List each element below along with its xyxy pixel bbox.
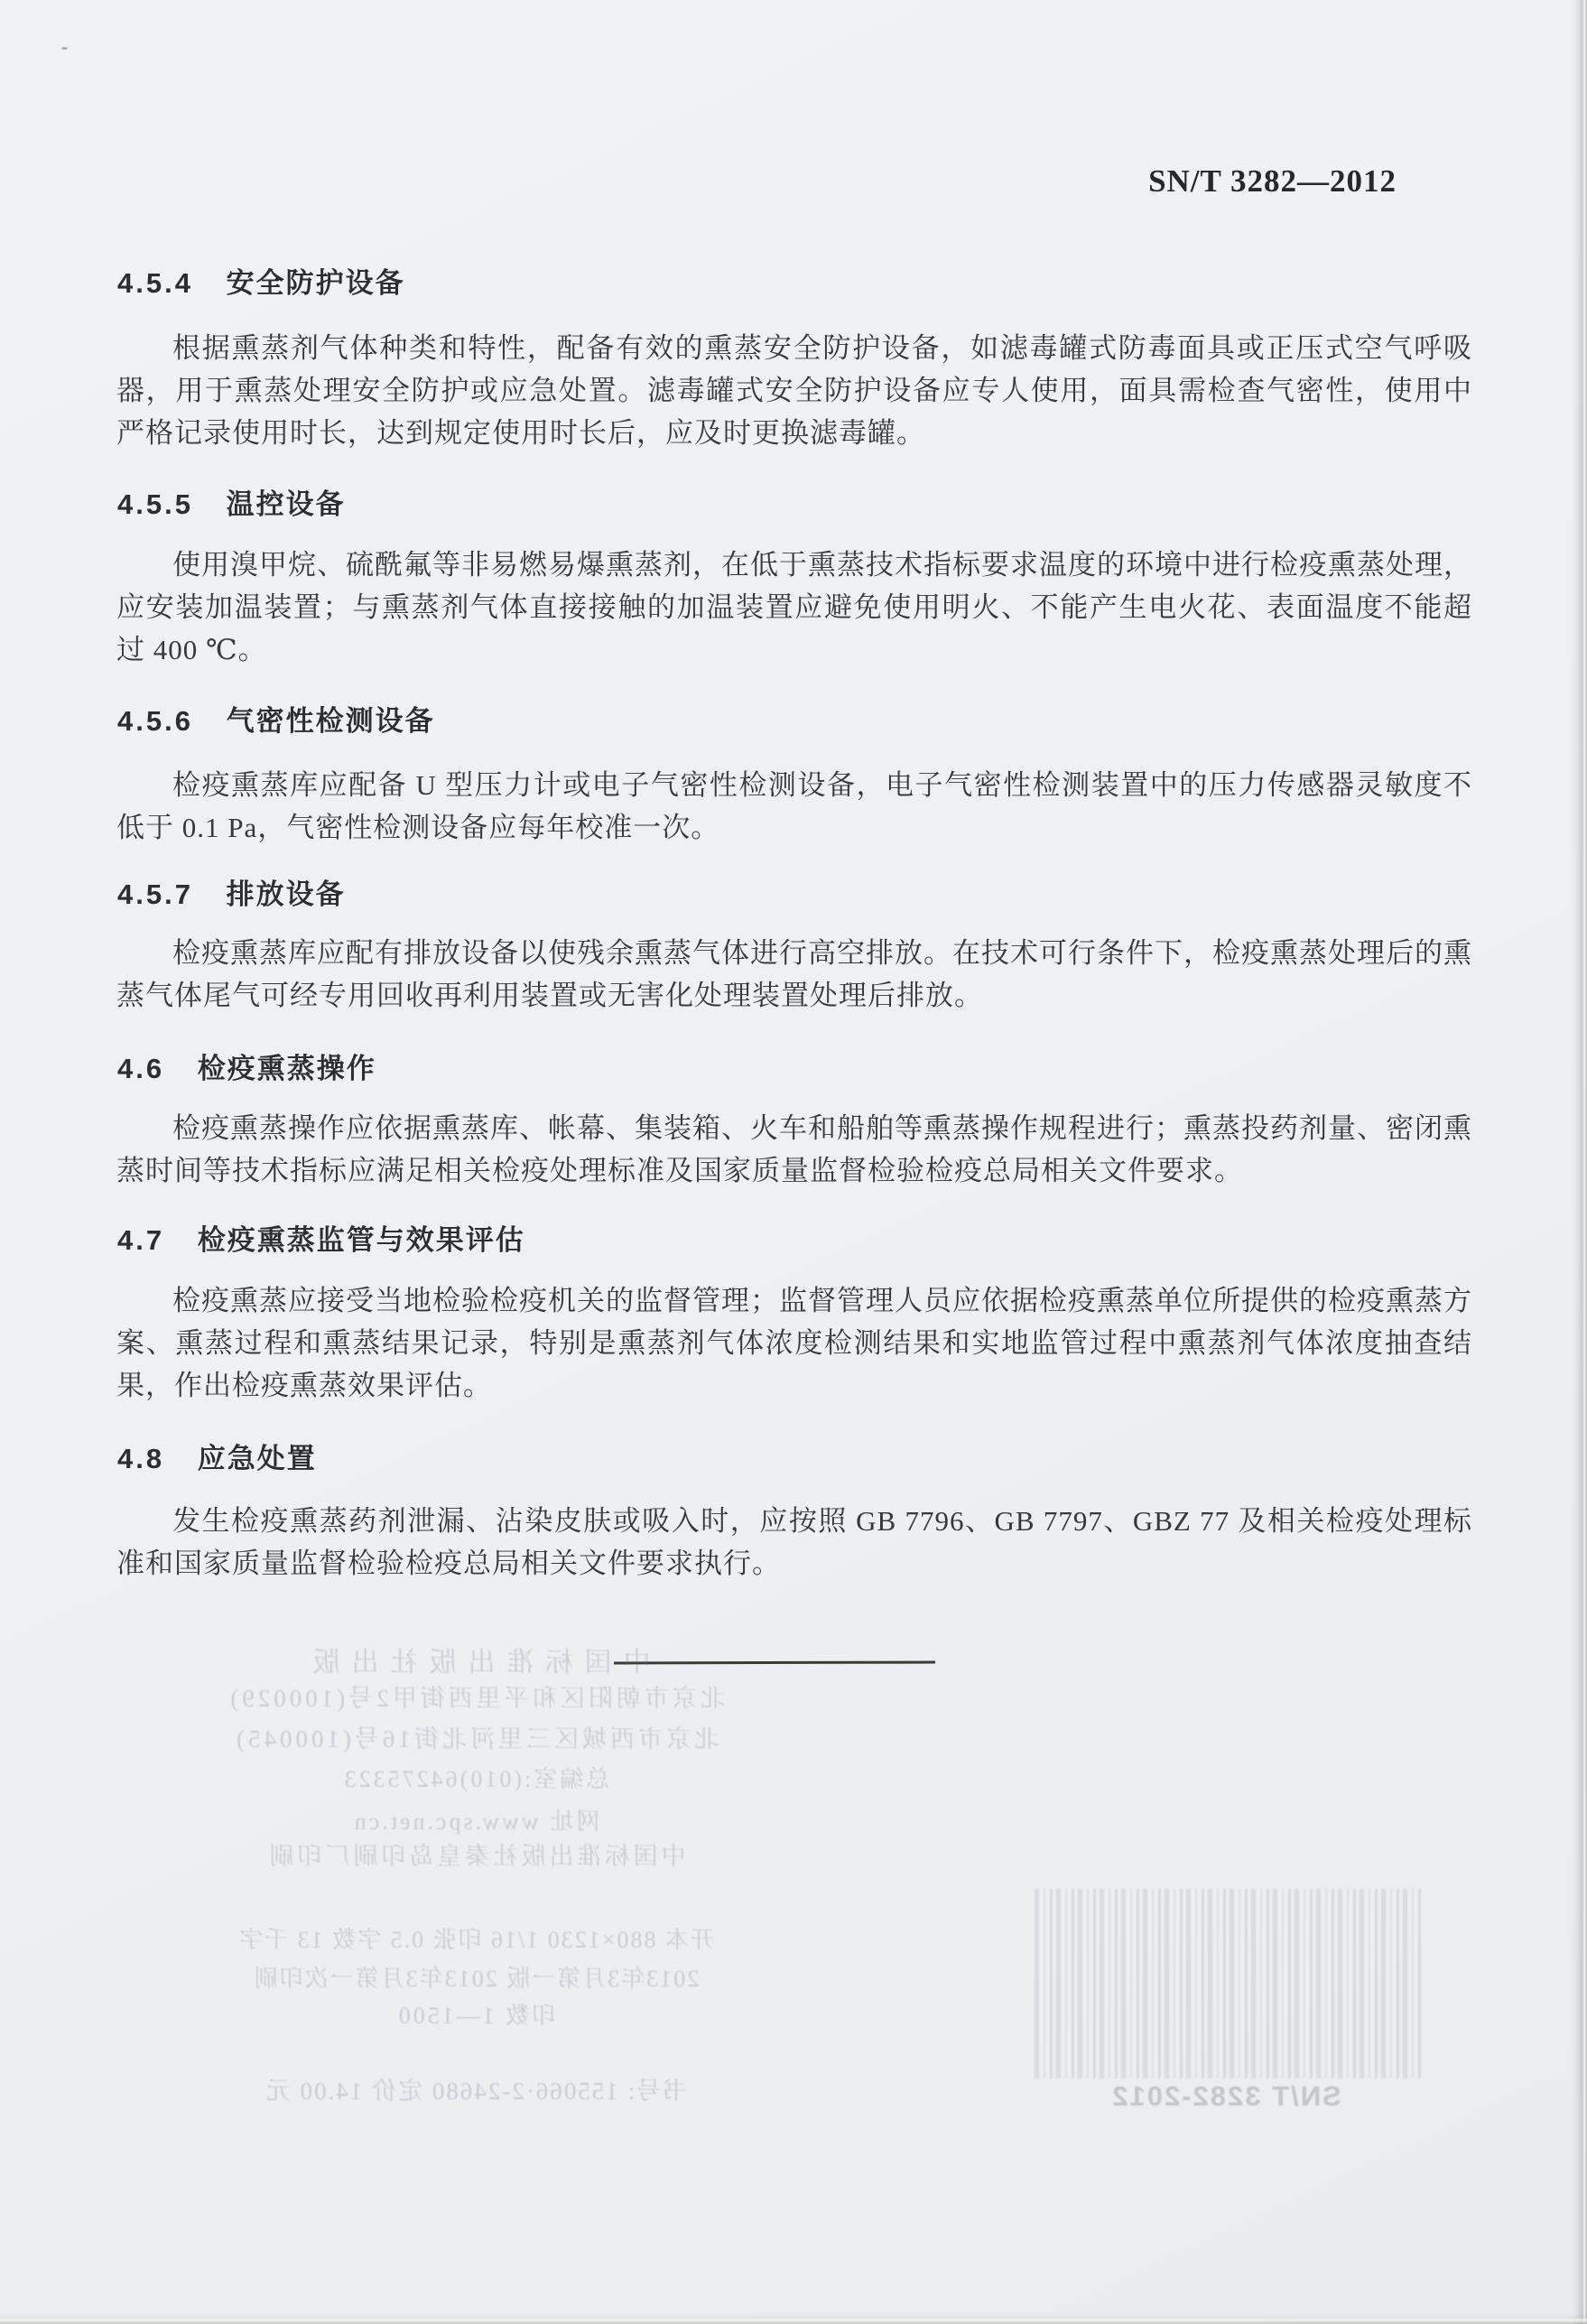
bleedthrough-line: 总编室:(010)64275323 [341,1766,610,1792]
section-title: 安全防护设备 [226,267,405,299]
section-heading-4-5-7 [117,878,1471,911]
section-number: 4.5.4 [117,267,193,299]
bleedthrough-line: 中国标准出版社秦皇岛印刷厂印刷 [265,1843,686,1870]
bleedthrough-line: 印数 1—1500 [395,2003,556,2029]
bleedthrough-line: 北京市西城区三里河北街16号(100045) [233,1725,719,1752]
section-paragraph: 检疫熏蒸应接受当地检验检疫机关的监督管理；监督管理人员应依据检疫熏蒸单位所提供的检疫熏蒸方案、熏蒸过程和熏蒸结果记录，特别是熏蒸剂气体浓度检测结果和实地监管过程中熏蒸剂气体浓度抽查结果，作出检疫熏蒸效果评估。 [116,1285,1472,1401]
section-title: 气密性检测设备 [226,705,435,737]
standard-number-header: SN/T 3282—2012 [1148,163,1397,199]
barcode-label: SN/T 3282-2012 [1110,2080,1341,2112]
bleedthrough-barcode [1031,1889,1421,2115]
bleedthrough-line: 2013年3月第一版 2013年3月第一次印刷 [252,1966,700,1992]
section-heading-4-8 [117,1443,1471,1475]
section-number: 4.8 [117,1443,165,1474]
bleedthrough-line: 北京市朝阳区和平里西街甲2号(100029) [227,1685,725,1712]
bleedthrough-line: 网址 www.spc.net.cn [351,1808,600,1835]
section-paragraph: 使用溴甲烷、硫酰氟等非易燃易爆熏蒸剂，在低于熏蒸技术指标要求温度的环境中进行检疫熏蒸处理，应安装加温装置；与熏蒸剂气体直接接触的加温装置应避免使用明火、不能产生电火花、表面温度不能超过 400 ℃。 [116,549,1472,665]
section-title: 排放设备 [226,878,346,910]
section-title: 检疫熏蒸监管与效果评估 [197,1224,525,1256]
section-heading-4-5-6 [117,705,1471,738]
page-edge-shadow-bottom [0,2313,1587,2324]
section-heading-4-6 [117,1053,1471,1085]
bleedthrough-line: 中国标准出版社出版 [301,1648,651,1678]
page-edge-shadow-right [1571,0,1587,2324]
section-paragraph: 检疫熏蒸库应配有排放设备以使残余熏蒸气体进行高空排放。在技术可行条件下，检疫熏蒸处理后的熏蒸气体尾气可经专用回收再利用装置或无害化处理装置处理后排放。 [116,937,1472,1011]
section-heading-4-5-5 [117,488,1471,521]
section-number: 4.6 [117,1053,165,1084]
section-number: 4.5.5 [117,488,193,520]
bleedthrough-line: 书号: 155066·2-24680 定价 14.00 元 [264,2078,688,2105]
section-paragraph: 检疫熏蒸操作应依据熏蒸库、帐幕、集装箱、火车和船舶等熏蒸操作规程进行；熏蒸投药剂量、密闭熏蒸时间等技术指标应满足相关检疫处理标准及国家质量监督检验检疫总局相关文件要求。 [116,1112,1472,1186]
section-number: 4.5.7 [117,878,193,910]
section-paragraph: 检疫熏蒸库应配备 U 型压力计或电子气密性检测设备，电子气密性检测装置中的压力传感器灵敏度不低于 0.1 Pa，气密性检测设备应每年校准一次。 [116,769,1472,843]
section-title: 温控设备 [226,488,346,520]
section-title: 应急处置 [197,1443,317,1474]
scan-speck [61,47,68,50]
section-heading-4-7 [117,1224,1471,1257]
section-number: 4.5.6 [117,705,193,737]
section-heading-4-5-4 [117,267,1471,300]
section-title: 检疫熏蒸操作 [197,1053,376,1084]
bleedthrough-colophon [101,1636,850,2106]
section-paragraph: 发生检疫熏蒸药剂泄漏、沾染皮肤或吸入时，应按照 GB 7796、GB 7797、GBZ 77 及相关检疫处理标准和国家质量监督检验检疫总局相关文件要求执行。 [116,1505,1472,1579]
barcode-stripes-icon [1031,1889,1421,2078]
bleedthrough-line: 开本 880×1230 1/16 印张 0.5 字数 13 千字 [237,1927,714,1953]
section-paragraph: 根据熏蒸剂气体种类和特性，配备有效的熏蒸安全防护设备，如滤毒罐式防毒面具或正压式空气呼吸器，用于熏蒸处理安全防护或应急处置。滤毒罐式安全防护设备应专人使用，面具需检查气密性，使用中严格记录使用时长，达到规定使用时长后，应及时更换滤毒罐。 [116,332,1472,449]
section-number: 4.7 [117,1224,165,1256]
